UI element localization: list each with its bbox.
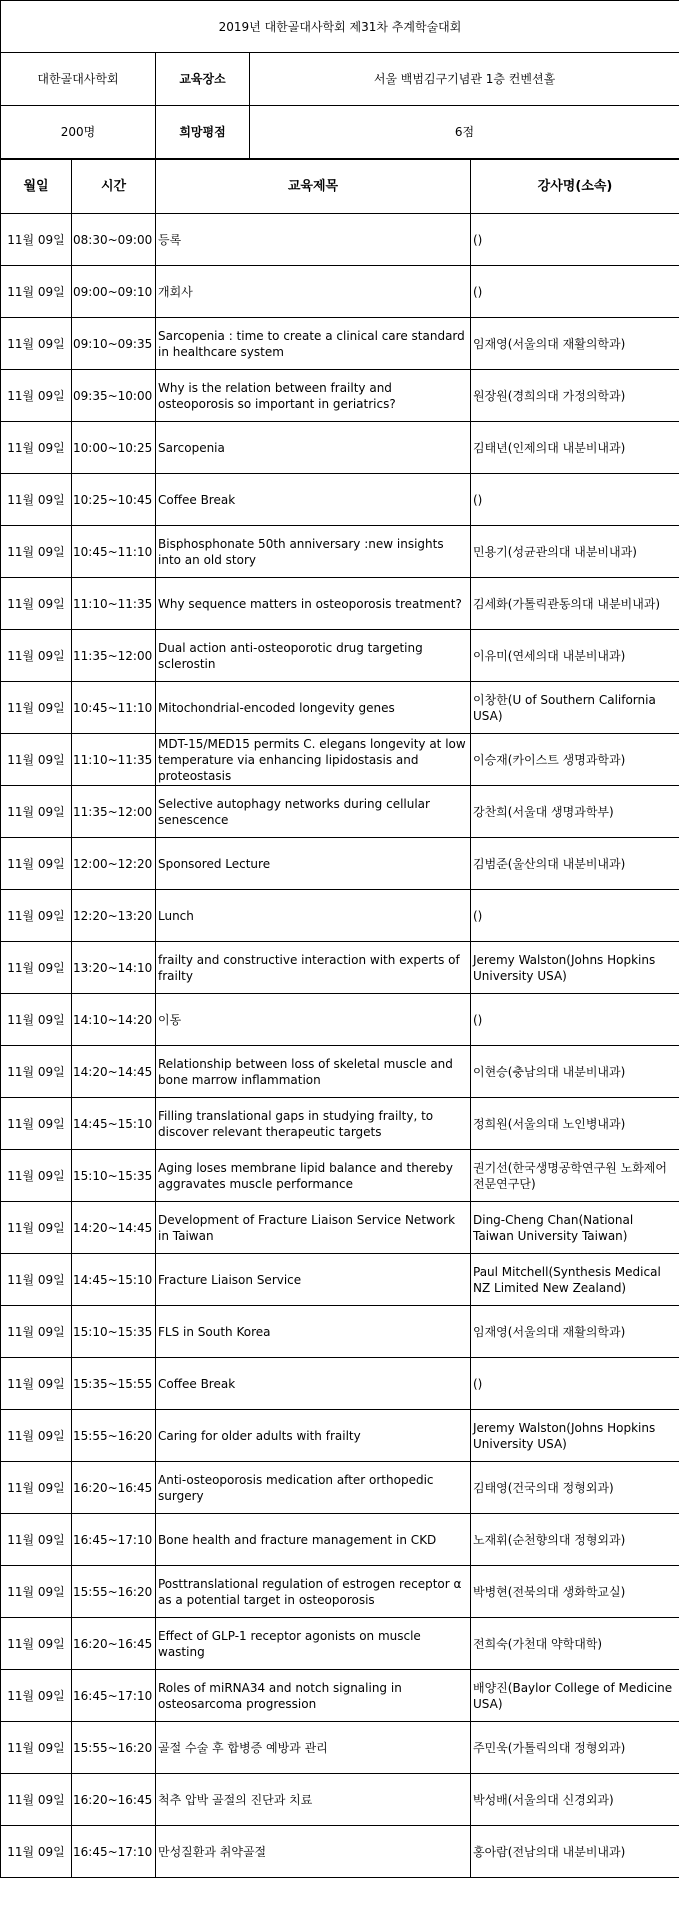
session-speaker: 민용기(성균관의대 내분비내과) xyxy=(471,526,679,578)
schedule-row xyxy=(1,1722,679,1774)
session-topic: Coffee Break xyxy=(156,1358,471,1410)
session-date: 11월 09일 xyxy=(1,370,72,422)
session-speaker: () xyxy=(471,1358,679,1410)
session-speaker: 박성배(서울의대 신경외과) xyxy=(471,1774,679,1826)
session-topic: Effect of GLP-1 receptor agonists on muscle wasting xyxy=(156,1618,471,1670)
session-date: 11월 09일 xyxy=(1,890,72,942)
session-topic: Selective autophagy networks during cellular senescence xyxy=(156,786,471,838)
session-topic: 만성질환과 취약골절 xyxy=(156,1826,471,1878)
session-date: 11월 09일 xyxy=(1,526,72,578)
session-topic: Coffee Break xyxy=(156,474,471,526)
session-time: 09:10~09:35 xyxy=(72,318,156,370)
schedule-row xyxy=(1,1150,679,1202)
session-date: 11월 09일 xyxy=(1,1150,72,1202)
session-topic: Dual action anti-osteoporotic drug targeting sclerostin xyxy=(156,630,471,682)
column-header-topic: 교육제목 xyxy=(156,160,471,214)
session-speaker: 배양진(Baylor College of Medicine USA) xyxy=(471,1670,679,1722)
venue: 서울 백범김구기념관 1층 컨벤션홀 xyxy=(250,53,679,106)
session-time: 14:20~14:45 xyxy=(72,1046,156,1098)
session-time: 15:35~15:55 xyxy=(72,1358,156,1410)
session-date: 11월 09일 xyxy=(1,1358,72,1410)
session-speaker: 홍아람(전남의대 내분비내과) xyxy=(471,1826,679,1878)
session-topic: Relationship between loss of skeletal muscle and bone marrow inflammation xyxy=(156,1046,471,1098)
session-date: 11월 09일 xyxy=(1,1670,72,1722)
session-speaker: 주민욱(가톨릭의대 정형외과) xyxy=(471,1722,679,1774)
session-date: 11월 09일 xyxy=(1,1202,72,1254)
schedule-row xyxy=(1,1254,679,1306)
session-time: 15:55~16:20 xyxy=(72,1722,156,1774)
session-time: 15:55~16:20 xyxy=(72,1410,156,1462)
schedule-row xyxy=(1,1566,679,1618)
schedule-body xyxy=(1,214,679,1878)
session-date: 11월 09일 xyxy=(1,1098,72,1150)
schedule-row xyxy=(1,786,679,838)
session-topic: Roles of miRNA34 and notch signaling in osteosarcoma progression xyxy=(156,1670,471,1722)
session-speaker: 임재영(서울의대 재활의학과) xyxy=(471,318,679,370)
session-topic: Why is the relation between frailty and osteoporosis so important in geriatrics? xyxy=(156,370,471,422)
session-speaker: 원장원(경희의대 가정의학과) xyxy=(471,370,679,422)
schedule-row xyxy=(1,1826,679,1878)
schedule-row xyxy=(1,682,679,734)
session-topic: 등록 xyxy=(156,214,471,266)
schedule-row xyxy=(1,266,679,318)
session-topic: Sarcopenia xyxy=(156,422,471,474)
session-topic: Filling translational gaps in studying frailty, to discover relevant therapeutic targets xyxy=(156,1098,471,1150)
session-time: 09:00~09:10 xyxy=(72,266,156,318)
session-date: 11월 09일 xyxy=(1,630,72,682)
session-date: 11월 09일 xyxy=(1,1514,72,1566)
session-speaker: () xyxy=(471,890,679,942)
session-time: 13:20~14:10 xyxy=(72,942,156,994)
session-speaker: Ding-Cheng Chan(National Taiwan University Taiwan) xyxy=(471,1202,679,1254)
schedule-row xyxy=(1,1774,679,1826)
schedule-row xyxy=(1,1670,679,1722)
session-speaker: 노재휘(순천향의대 정형외과) xyxy=(471,1514,679,1566)
schedule-row xyxy=(1,1410,679,1462)
session-time: 10:00~10:25 xyxy=(72,422,156,474)
session-time: 11:35~12:00 xyxy=(72,630,156,682)
session-time: 16:20~16:45 xyxy=(72,1774,156,1826)
session-speaker: 정희원(서울의대 노인병내과) xyxy=(471,1098,679,1150)
session-speaker: () xyxy=(471,474,679,526)
session-topic: Sarcopenia : time to create a clinical care standard in healthcare system xyxy=(156,318,471,370)
schedule-row xyxy=(1,422,679,474)
session-speaker: 김범준(울산의대 내분비내과) xyxy=(471,838,679,890)
schedule-row xyxy=(1,214,679,266)
schedule-row xyxy=(1,1098,679,1150)
session-date: 11월 09일 xyxy=(1,1826,72,1878)
session-date: 11월 09일 xyxy=(1,422,72,474)
session-topic: Sponsored Lecture xyxy=(156,838,471,890)
event-title: 2019년 대한골대사학회 제31차 추계학술대회 xyxy=(1,1,679,53)
session-date: 11월 09일 xyxy=(1,1774,72,1826)
session-time: 11:10~11:35 xyxy=(72,734,156,786)
session-time: 09:35~10:00 xyxy=(72,370,156,422)
session-time: 11:10~11:35 xyxy=(72,578,156,630)
session-date: 11월 09일 xyxy=(1,1046,72,1098)
session-date: 11월 09일 xyxy=(1,1618,72,1670)
session-date: 11월 09일 xyxy=(1,266,72,318)
event-header-table xyxy=(0,0,679,159)
session-date: 11월 09일 xyxy=(1,1306,72,1358)
session-date: 11월 09일 xyxy=(1,578,72,630)
session-topic: Posttranslational regulation of estrogen receptor α as a potential target in osteoporosis xyxy=(156,1566,471,1618)
schedule-row xyxy=(1,994,679,1046)
session-topic: Caring for older adults with frailty xyxy=(156,1410,471,1462)
schedule-row xyxy=(1,1462,679,1514)
organizer: 대한골대사학회 xyxy=(1,53,156,106)
session-time: 12:20~13:20 xyxy=(72,890,156,942)
schedule-row xyxy=(1,1358,679,1410)
session-date: 11월 09일 xyxy=(1,1254,72,1306)
schedule-row xyxy=(1,318,679,370)
schedule-row xyxy=(1,526,679,578)
session-date: 11월 09일 xyxy=(1,734,72,786)
schedule-row xyxy=(1,838,679,890)
session-topic: Aging loses membrane lipid balance and thereby aggravates muscle performance xyxy=(156,1150,471,1202)
session-topic: frailty and constructive interaction with experts of frailty xyxy=(156,942,471,994)
session-speaker: 강찬희(서울대 생명과학부) xyxy=(471,786,679,838)
venue-label: 교육장소 xyxy=(156,53,250,106)
session-topic: Lunch xyxy=(156,890,471,942)
session-speaker: 권기선(한국생명공학연구원 노화제어전문연구단) xyxy=(471,1150,679,1202)
schedule-row xyxy=(1,1514,679,1566)
session-topic: 개회사 xyxy=(156,266,471,318)
session-time: 14:10~14:20 xyxy=(72,994,156,1046)
session-date: 11월 09일 xyxy=(1,214,72,266)
schedule-row xyxy=(1,734,679,786)
schedule-table xyxy=(0,159,679,1878)
schedule-row xyxy=(1,942,679,994)
session-time: 15:10~15:35 xyxy=(72,1150,156,1202)
session-time: 12:00~12:20 xyxy=(72,838,156,890)
session-speaker: Paul Mitchell(Synthesis Medical NZ Limited New Zealand) xyxy=(471,1254,679,1306)
session-time: 16:20~16:45 xyxy=(72,1462,156,1514)
points-label: 희망평점 xyxy=(156,106,250,159)
session-speaker: 박병현(전북의대 생화학교실) xyxy=(471,1566,679,1618)
session-time: 11:35~12:00 xyxy=(72,786,156,838)
session-time: 14:45~15:10 xyxy=(72,1254,156,1306)
session-time: 16:45~17:10 xyxy=(72,1826,156,1878)
session-topic: Bisphosphonate 50th anniversary :new insights into an old story xyxy=(156,526,471,578)
session-topic: Development of Fracture Liaison Service Network in Taiwan xyxy=(156,1202,471,1254)
schedule-row xyxy=(1,630,679,682)
column-header-date: 월일 xyxy=(1,160,72,214)
session-time: 16:45~17:10 xyxy=(72,1670,156,1722)
session-speaker: () xyxy=(471,266,679,318)
capacity: 200명 xyxy=(1,106,156,159)
session-date: 11월 09일 xyxy=(1,942,72,994)
session-date: 11월 09일 xyxy=(1,1410,72,1462)
schedule-row xyxy=(1,474,679,526)
session-time: 14:45~15:10 xyxy=(72,1098,156,1150)
session-speaker: 이창한(U of Southern California USA) xyxy=(471,682,679,734)
schedule-row xyxy=(1,370,679,422)
session-speaker: 김태년(인제의대 내분비내과) xyxy=(471,422,679,474)
column-header-time: 시간 xyxy=(72,160,156,214)
session-topic: MDT-15/MED15 permits C. elegans longevity at low temperature via enhancing lipidostasis and proteostasis xyxy=(156,734,471,786)
session-time: 08:30~09:00 xyxy=(72,214,156,266)
session-date: 11월 09일 xyxy=(1,318,72,370)
session-speaker: () xyxy=(471,214,679,266)
session-date: 11월 09일 xyxy=(1,474,72,526)
session-date: 11월 09일 xyxy=(1,994,72,1046)
session-speaker: 김태영(건국의대 정형외과) xyxy=(471,1462,679,1514)
session-date: 11월 09일 xyxy=(1,1462,72,1514)
session-speaker: 이현승(충남의대 내분비내과) xyxy=(471,1046,679,1098)
session-topic: 골절 수술 후 합병증 예방과 관리 xyxy=(156,1722,471,1774)
session-time: 10:45~11:10 xyxy=(72,526,156,578)
schedule-row xyxy=(1,1306,679,1358)
schedule-header-row xyxy=(1,160,679,214)
session-speaker: 전희숙(가천대 약학대학) xyxy=(471,1618,679,1670)
session-topic: Fracture Liaison Service xyxy=(156,1254,471,1306)
session-time: 15:55~16:20 xyxy=(72,1566,156,1618)
session-date: 11월 09일 xyxy=(1,682,72,734)
schedule-row xyxy=(1,890,679,942)
column-header-speaker: 강사명(소속) xyxy=(471,160,679,214)
session-time: 10:45~11:10 xyxy=(72,682,156,734)
session-time: 10:25~10:45 xyxy=(72,474,156,526)
schedule-row xyxy=(1,1202,679,1254)
session-time: 16:20~16:45 xyxy=(72,1618,156,1670)
schedule-row xyxy=(1,1618,679,1670)
session-date: 11월 09일 xyxy=(1,786,72,838)
session-speaker: 이유미(연세의대 내분비내과) xyxy=(471,630,679,682)
session-speaker: 임재영(서울의대 재활의학과) xyxy=(471,1306,679,1358)
session-topic: 척추 압박 골절의 진단과 치료 xyxy=(156,1774,471,1826)
session-time: 14:20~14:45 xyxy=(72,1202,156,1254)
session-speaker: () xyxy=(471,994,679,1046)
session-time: 16:45~17:10 xyxy=(72,1514,156,1566)
session-speaker: 김세화(가톨릭관동의대 내분비내과) xyxy=(471,578,679,630)
schedule-row xyxy=(1,1046,679,1098)
session-topic: Anti-osteoporosis medication after orthopedic surgery xyxy=(156,1462,471,1514)
session-speaker: Jeremy Walston(Johns Hopkins University USA) xyxy=(471,942,679,994)
session-time: 15:10~15:35 xyxy=(72,1306,156,1358)
session-speaker: Jeremy Walston(Johns Hopkins University USA) xyxy=(471,1410,679,1462)
schedule-row xyxy=(1,578,679,630)
session-topic: FLS in South Korea xyxy=(156,1306,471,1358)
session-topic: Why sequence matters in osteoporosis treatment? xyxy=(156,578,471,630)
session-topic: Mitochondrial-encoded longevity genes xyxy=(156,682,471,734)
session-speaker: 이승재(카이스트 생명과학과) xyxy=(471,734,679,786)
session-date: 11월 09일 xyxy=(1,1566,72,1618)
session-date: 11월 09일 xyxy=(1,838,72,890)
session-topic: 이동 xyxy=(156,994,471,1046)
points: 6점 xyxy=(250,106,679,159)
session-date: 11월 09일 xyxy=(1,1722,72,1774)
session-topic: Bone health and fracture management in CKD xyxy=(156,1514,471,1566)
